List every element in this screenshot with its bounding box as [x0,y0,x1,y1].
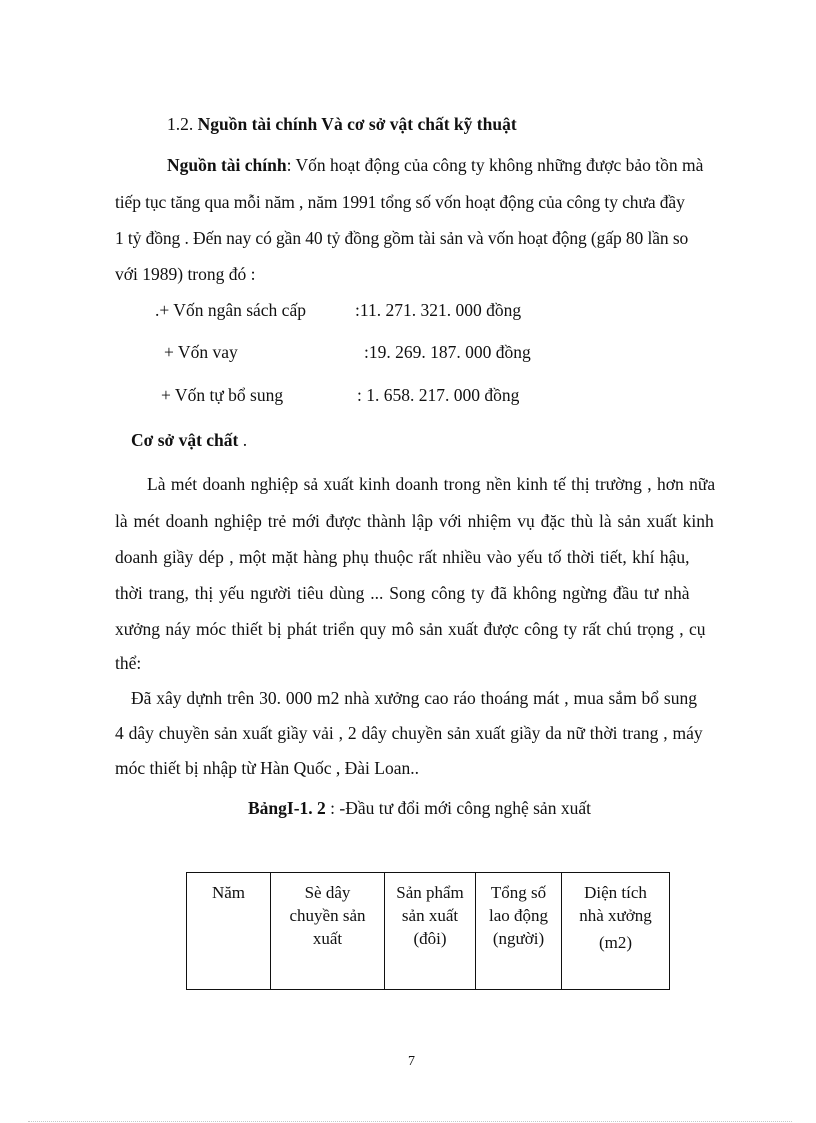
finance-line-3: 1 tỷ đồng . Đến nay có gần 40 tỷ đồng gồm tài sản và vốn hoạt động (gấp 80 lần so [115,228,689,248]
facilities-p2-line-1: Đã xây dựnh trên 30. 000 m2 nhà xưởng cao ráo thoáng mát , mua sắm bổ sung [131,688,697,708]
table-caption-text: : -Đầu tư đổi mới công nghệ sản xuất [325,798,591,818]
header-workforce-line-1: Tổng số [490,883,547,902]
header-output-line-2: sản xuất [401,906,459,925]
table-caption-number: BảngI-1. 2 [248,798,326,818]
facilities-heading [131,428,247,452]
facilities-p1-line-5: xưởng náy móc thiết bị phát triển quy mô sản xuất được công ty rất chú trọng , cụ [115,619,706,639]
finance-line-2: tiếp tục tăng qua mỗi năm , năm 1991 tổng số vốn hoạt động của công ty chưa đầy [115,192,685,212]
capital-value-budget: :11. 271. 321. 000 đồng [355,300,522,320]
page-number: 7 [408,1054,415,1069]
technology-investment-table [186,872,670,990]
section-heading [167,112,517,136]
header-workforce-line-3: (người) [492,929,545,948]
capital-label-budget: .+ Vốn ngân sách cấp [155,300,306,320]
header-workforce [476,873,562,990]
facilities-p1-line-6: thể: [115,653,142,673]
capital-label-self: + Vốn tự bổ sung [161,385,284,405]
section-title: Nguồn tài chính Và cơ sở vật chất kỹ thuật [197,114,517,134]
header-area [562,873,670,990]
capital-value-self: : 1. 658. 217. 000 đồng [357,385,520,405]
header-lines-line-1: Sè dây [304,883,351,902]
facilities-p2-line-3: móc thiết bị nhập từ Hàn Quốc , Đài Loan.. [115,758,419,778]
header-production-lines [271,873,385,990]
section-number: 1.2. [167,114,194,134]
header-area-line-2: nhà xưởng [579,906,652,925]
header-output [385,873,476,990]
header-output-line-1: Sản phẩm [396,883,464,902]
finance-text-1: : Vốn hoạt động của công ty không những được bảo tồn mà [286,155,704,175]
finance-line-4: với 1989) trong đó : [115,264,256,284]
facilities-p1-line-2: là mét doanh nghiệp trẻ mới được thành lập với nhiệm vụ đặc thù là sản xuất kinh [115,511,714,531]
header-area-line-3: (m2) [598,933,633,952]
header-output-line-3: (đôi) [413,929,447,948]
header-lines-line-2: chuyền sản [289,906,366,925]
header-year [187,873,271,990]
finance-line-1 [167,153,703,177]
facilities-label: Cơ sở vật chất [131,430,239,450]
header-lines-line-3: xuất [312,929,343,948]
capital-value-loan: :19. 269. 187. 000 đồng [364,342,531,362]
finance-label: Nguồn tài chính [167,155,287,175]
capital-label-loan: + Vốn vay [164,342,238,362]
table-caption [248,796,591,820]
facilities-p2-line-2: 4 dây chuyền sản xuất giầy vải , 2 dây chuyền sản xuất giầy da nữ thời trang , máy [115,723,703,743]
header-workforce-line-2: lao động [488,906,549,925]
table-header-row [187,873,670,990]
facilities-p1-line-1: Là mét doanh nghiệp sả xuất kinh doanh trong nền kinh tế thị trường , hơn nữa [147,474,716,494]
header-area-line-1: Diện tích [584,883,647,902]
facilities-p1-line-4: thời trang, thị yếu người tiêu dùng ... Song công ty đã không ngừng đầu tư nhà [115,583,690,603]
page-bottom-divider [28,1121,792,1122]
facilities-p1-line-3: doanh giầy dép , một mặt hàng phụ thuộc rất nhiều vào yếu tố thời tiết, khí hậu, [115,547,690,567]
facilities-label-suffix: . [238,430,248,450]
header-year-line-1: Năm [211,883,246,902]
